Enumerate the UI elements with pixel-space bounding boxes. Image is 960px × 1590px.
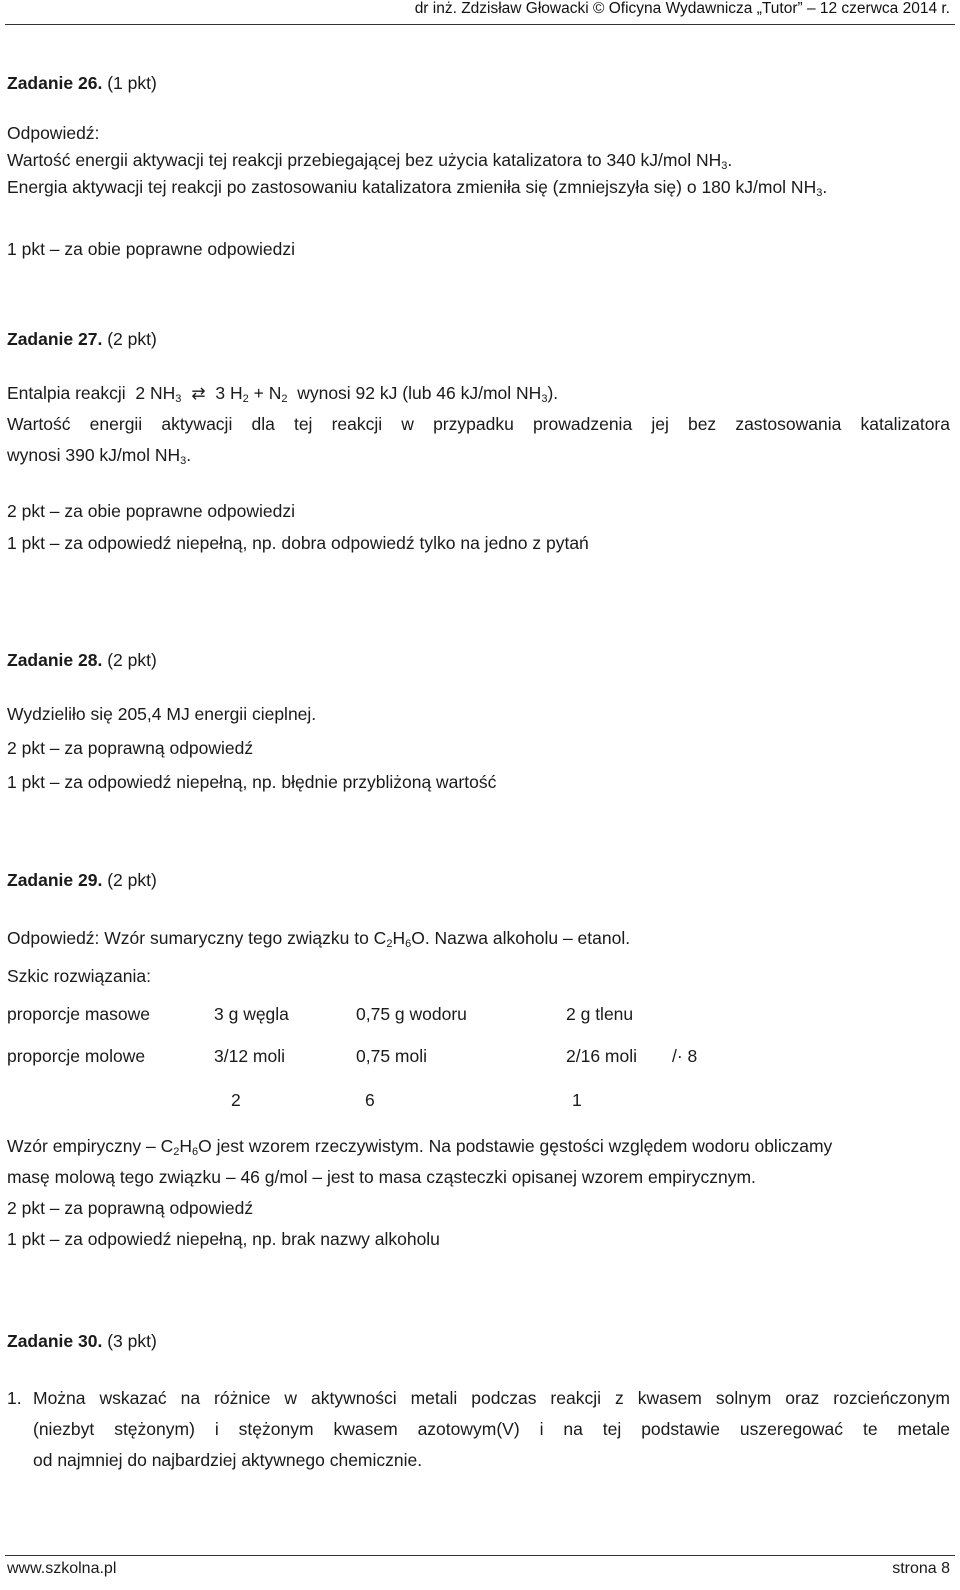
subscript: 3: [175, 393, 182, 405]
subscript: 6: [192, 1146, 199, 1158]
subscript: 2: [386, 938, 393, 950]
sketch-label: Szkic rozwiązania:: [7, 966, 151, 986]
text: Wartość energii aktywacji tej reakcji przebiegającej bez użycia katalizatora to 340 kJ/mol NH: [7, 150, 722, 170]
task-points: (2 pkt): [107, 329, 157, 349]
hydrogen-mass: 0,75 g wodoru: [356, 1004, 467, 1024]
para-line: (niezbyt stężonym) i stężonym kwasem azotowym(V) i na tej podstawie uszeregować te metale: [33, 1419, 950, 1439]
task-29-empirical: [7, 1131, 950, 1255]
text: wynosi 92 kJ (lub 46 kJ/mol NH: [287, 383, 542, 403]
task-29-heading: [7, 865, 950, 895]
answer-line-2: [7, 174, 950, 201]
task-28-body: [7, 697, 950, 799]
oxygen-mass: 2 g tlenu: [566, 1004, 634, 1024]
task-title: Zadanie 30.: [7, 1331, 103, 1351]
body-line-2: Wartość energii aktywacji dla tej reakcji w przypadku prowadzenia jej bez zastosowania katalizatora: [7, 414, 950, 434]
task-title: Zadanie 29.: [7, 870, 103, 890]
carbon-mass: 3 g węgla: [214, 1004, 289, 1024]
page-header: dr inż. Zdzisław Głowacki © Oficyna Wydawnicza „Tutor” – 12 czerwca 2014 r.: [414, 0, 950, 17]
subscript: 3: [816, 187, 823, 199]
task-30-heading: [7, 1326, 950, 1356]
text: ).: [547, 383, 559, 403]
answer-line: [7, 919, 950, 957]
list-item-text: [33, 1383, 950, 1476]
page-number: strona 8: [892, 1560, 950, 1577]
carbon-ratio: 2: [231, 1090, 241, 1110]
task-28: [7, 645, 950, 675]
footer-rule: [5, 1555, 955, 1556]
subscript: 3: [180, 455, 187, 467]
row-label: proporcje molowe: [7, 1046, 146, 1066]
task-27-heading: [7, 324, 950, 354]
task-26-score: [7, 234, 950, 264]
body-line-3: [7, 440, 950, 471]
answer-line-1: [7, 147, 950, 174]
text: O jest wzorem rzeczywistym. Na podstawie gęstości względem wodoru obliczamy: [198, 1136, 833, 1156]
score-line: 1 pkt – za odpowiedź niepełną, np. błędnie przybliżoną wartość: [7, 772, 497, 792]
text: H: [179, 1136, 193, 1156]
task-points: (2 pkt): [107, 870, 157, 890]
para-line: od najmniej do najbardziej aktywnego chemicznie.: [33, 1450, 423, 1470]
score-line: 2 pkt – za poprawną odpowiedź: [7, 738, 254, 758]
task-29-answer: [7, 919, 950, 995]
text: 3 H: [215, 383, 243, 403]
text: Wzór empiryczny – C: [7, 1136, 174, 1156]
empirical-line-2: masę molową tego związku – 46 g/mol – jest to masa cząsteczki opisanej wzorem empirycznym.: [7, 1167, 756, 1187]
footer-website: www.szkolna.pl: [7, 1560, 117, 1577]
body-line-1: Wydzieliło się 205,4 MJ energii cieplnej.: [7, 704, 317, 724]
text: wynosi 390 kJ/mol NH: [7, 445, 181, 465]
equilibrium-arrow-icon: ⇄: [191, 384, 206, 403]
subscript: 2: [281, 393, 288, 405]
header-rule: [5, 24, 955, 25]
text: + N: [248, 383, 282, 403]
oxygen-ratio: 1: [572, 1090, 582, 1110]
subscript: 3: [541, 393, 548, 405]
subscript: 3: [721, 160, 728, 172]
task-26-answer: [7, 120, 950, 201]
text: O. Nazwa alkoholu – etanol.: [411, 928, 631, 948]
score-line: 1 pkt – za odpowiedź niepełną, np. brak nazwy alkoholu: [7, 1229, 440, 1249]
multiplier: /· 8: [672, 1046, 698, 1066]
task-26-heading: [7, 68, 950, 98]
text: Entalpia reakcji 2 NH: [7, 383, 176, 403]
score-line: 1 pkt – za odpowiedź niepełną, np. dobra odpowiedź tylko na jedno z pytań: [7, 533, 589, 553]
oxygen-moles: 2/16 moli: [566, 1046, 638, 1066]
text: .: [727, 150, 733, 170]
task-29: [7, 865, 950, 895]
empirical-line-1: [7, 1131, 950, 1162]
task-26: [7, 68, 950, 98]
subscript: 2: [173, 1146, 180, 1158]
list-number: 1.: [7, 1388, 22, 1408]
score-line: 2 pkt – za poprawną odpowiedź: [7, 1198, 254, 1218]
text: .: [186, 445, 192, 465]
task-title: Zadanie 27.: [7, 329, 103, 349]
task-27-body: [7, 378, 950, 471]
answer-label: Odpowiedź:: [7, 123, 100, 143]
carbon-moles: 3/12 moli: [214, 1046, 286, 1066]
reaction-equation: [7, 378, 950, 409]
row-label: proporcje masowe: [7, 1004, 150, 1024]
score-line: 1 pkt – za obie poprawne odpowiedzi: [7, 239, 295, 259]
text: Odpowiedź: Wzór sumaryczny tego związku to C: [7, 928, 387, 948]
task-30: [7, 1326, 950, 1356]
hydrogen-moles: 0,75 moli: [356, 1046, 428, 1066]
text: Energia aktywacji tej reakcji po zastosowaniu katalizatora zmieniła się (zmniejszyła się) o 180 kJ/mol NH: [7, 177, 817, 197]
task-points: (3 pkt): [107, 1331, 157, 1351]
text: .: [822, 177, 828, 197]
task-28-heading: [7, 645, 950, 675]
task-27-score: [7, 495, 950, 559]
task-title: Zadanie 26.: [7, 73, 103, 93]
task-title: Zadanie 28.: [7, 650, 103, 670]
score-line: 2 pkt – za obie poprawne odpowiedzi: [7, 501, 295, 521]
para-line: Można wskazać na różnice w aktywności metali podczas reakcji z kwasem solnym oraz rozcieńczonym: [33, 1388, 950, 1408]
task-27: [7, 324, 950, 354]
task-points: (1 pkt): [107, 73, 157, 93]
subscript: 2: [242, 393, 249, 405]
task-30-point-1: [7, 1383, 950, 1476]
hydrogen-ratio: 6: [365, 1090, 375, 1110]
task-points: (2 pkt): [107, 650, 157, 670]
text: H: [392, 928, 406, 948]
subscript: 6: [405, 938, 412, 950]
